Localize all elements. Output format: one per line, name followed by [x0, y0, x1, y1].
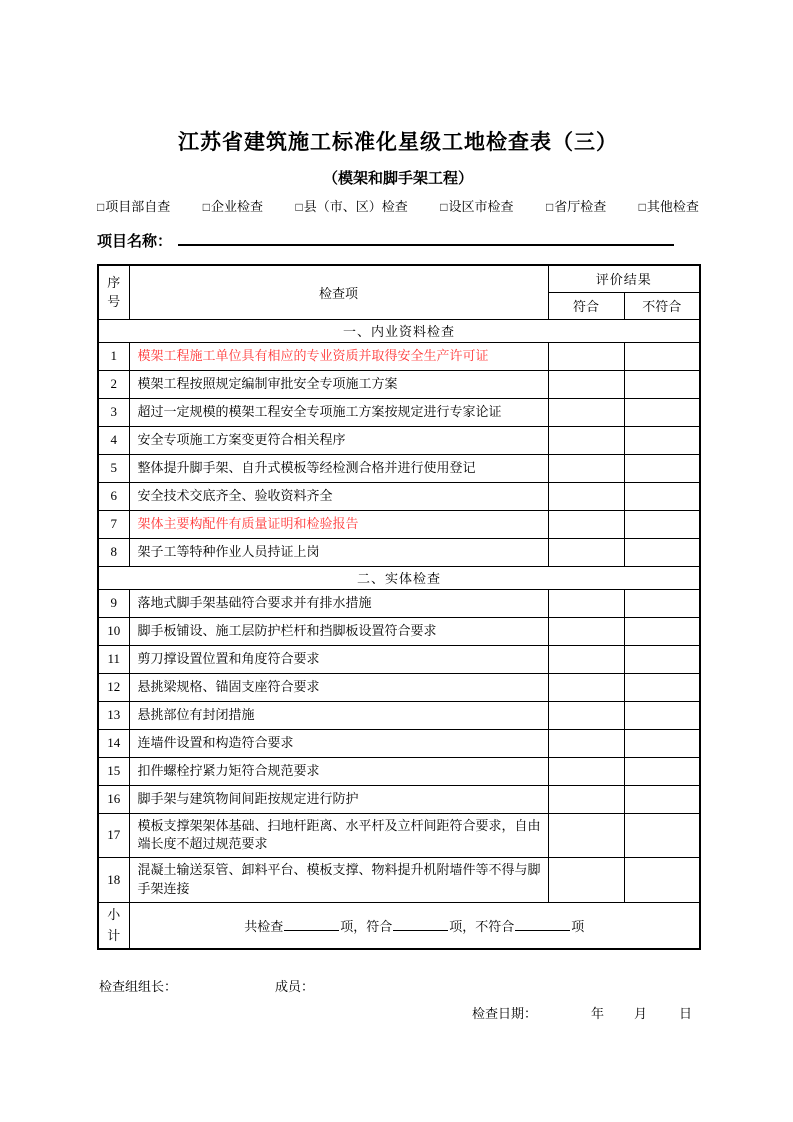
checkbox-icon: □	[638, 200, 646, 214]
conform-cell[interactable]	[548, 342, 624, 370]
nonconform-cell[interactable]	[624, 538, 700, 566]
row-number: 4	[98, 426, 129, 454]
item-text: 混凝土输送泵管、卸料平台、模板支撑、物料提升机附墙件等不得与脚手架连接	[129, 858, 548, 903]
checklist-row	[98, 673, 700, 701]
checklist-row	[98, 482, 700, 510]
checklist-row	[98, 370, 700, 398]
check-type-option-2[interactable]	[203, 196, 263, 215]
check-type-list	[97, 196, 699, 215]
checklist-row	[98, 757, 700, 785]
row-number: 10	[98, 617, 129, 645]
row-number: 6	[98, 482, 129, 510]
members-label: 成员：	[275, 979, 315, 995]
inspection-leader-label: 检查组组长：	[99, 979, 178, 995]
item-text: 剪刀撑设置位置和角度符合要求	[129, 645, 548, 673]
conform-cell[interactable]	[548, 454, 624, 482]
subtotal-content	[129, 902, 700, 949]
check-type-option-4[interactable]	[440, 196, 513, 215]
header-nonconform: 不符合	[624, 292, 700, 319]
conform-cell[interactable]	[548, 589, 624, 617]
row-number: 5	[98, 454, 129, 482]
row-number: 18	[98, 858, 129, 903]
item-text: 整体提升脚手架、自升式模板等经检测合格并进行使用登记	[129, 454, 548, 482]
item-text: 架体主要构配件有质量证明和检验报告	[129, 510, 548, 538]
row-number: 17	[98, 813, 129, 858]
row-number: 9	[98, 589, 129, 617]
check-type-label: 省厅检查	[554, 199, 607, 214]
row-number: 11	[98, 645, 129, 673]
project-name-label: 项目名称：	[97, 234, 173, 250]
subtotal-text: 共检查	[244, 919, 284, 935]
conform-cell[interactable]	[548, 538, 624, 566]
checkbox-icon: □	[295, 200, 303, 214]
nonconform-cell[interactable]	[624, 342, 700, 370]
project-name-blank[interactable]	[178, 231, 674, 246]
checklist-body	[98, 319, 700, 902]
check-type-option-6[interactable]	[639, 196, 699, 215]
item-text: 超过一定规模的模架工程安全专项施工方案按规定进行专家论证	[129, 398, 548, 426]
subtotal-label: 小计	[98, 902, 129, 949]
check-type-label: 企业检查	[210, 199, 263, 214]
checklist-row	[98, 426, 700, 454]
row-number: 14	[98, 729, 129, 757]
item-text: 悬挑梁规格、锚固支座符合要求	[129, 673, 548, 701]
conform-cell[interactable]	[548, 673, 624, 701]
item-text: 模架工程施工单位具有相应的专业资质并取得安全生产许可证	[129, 342, 548, 370]
row-number: 12	[98, 673, 129, 701]
page-subtitle: （模架和脚手架工程）	[322, 171, 473, 187]
year-label: 年	[591, 1006, 605, 1022]
header-result: 评价结果	[548, 265, 700, 292]
row-number: 7	[98, 510, 129, 538]
checklist-row	[98, 538, 700, 566]
item-text: 连墙件设置和构造符合要求	[129, 729, 548, 757]
check-type-label: 设区市检查	[448, 199, 514, 214]
nonconform-cell[interactable]	[624, 510, 700, 538]
row-number: 15	[98, 757, 129, 785]
conform-cell[interactable]	[548, 729, 624, 757]
checklist-row	[98, 785, 700, 813]
nonconform-cell[interactable]	[624, 589, 700, 617]
checklist-row	[98, 729, 700, 757]
conform-cell[interactable]	[548, 510, 624, 538]
row-number: 1	[98, 342, 129, 370]
subtotal-text: 项，不符合	[449, 919, 515, 935]
check-type-option-5[interactable]	[546, 196, 606, 215]
conform-cell[interactable]	[548, 757, 624, 785]
checklist-row	[98, 701, 700, 729]
nonconform-cell[interactable]	[624, 729, 700, 757]
row-number: 13	[98, 701, 129, 729]
check-type-label: 项目部自查	[105, 199, 171, 214]
conform-cell[interactable]	[548, 785, 624, 813]
item-text: 安全技术交底齐全、验收资料齐全	[129, 482, 548, 510]
conform-cell[interactable]	[548, 617, 624, 645]
subtotal-row	[98, 902, 700, 949]
section-row	[98, 566, 700, 589]
inspection-date-label: 检查日期：	[472, 1006, 538, 1022]
nonconform-cell[interactable]	[624, 482, 700, 510]
item-text: 扣件螺栓拧紧力矩符合规范要求	[129, 757, 548, 785]
checklist-row	[98, 813, 700, 858]
item-text: 模架工程按照规定编制审批安全专项施工方案	[129, 370, 548, 398]
project-name-row	[97, 230, 699, 251]
nonconform-cell[interactable]	[624, 645, 700, 673]
header-no: 序号	[98, 265, 129, 319]
item-text: 悬挑部位有封闭措施	[129, 701, 548, 729]
conform-cell[interactable]	[548, 426, 624, 454]
conform-cell[interactable]	[548, 398, 624, 426]
nonconform-cell[interactable]	[624, 398, 700, 426]
check-type-option-1[interactable]	[97, 196, 170, 215]
table-header-row-1	[98, 265, 700, 292]
checklist-row	[98, 645, 700, 673]
inspection-table	[97, 264, 701, 950]
day-label: 日	[679, 1006, 693, 1022]
checkbox-icon: □	[97, 200, 105, 214]
date-line	[97, 1003, 699, 1021]
page-title: 江苏省建筑施工标准化星级工地检查表（三）	[178, 130, 618, 154]
row-number: 3	[98, 398, 129, 426]
item-text: 落地式脚手架基础符合要求并有排水措施	[129, 589, 548, 617]
subtotal-text: 项	[571, 919, 585, 935]
conform-cell[interactable]	[548, 813, 624, 858]
row-number: 16	[98, 785, 129, 813]
nonconform-cell[interactable]	[624, 673, 700, 701]
checklist-row	[98, 617, 700, 645]
conform-cell[interactable]	[548, 370, 624, 398]
subtotal-blank[interactable]	[393, 917, 448, 931]
item-text: 模板支撑架架体基础、扫地杆距离、水平杆及立杆间距符合要求，自由端长度不超过规范要求	[129, 813, 548, 858]
nonconform-cell[interactable]	[624, 785, 700, 813]
section-title: 一、内业资料检查	[98, 319, 700, 342]
nonconform-cell[interactable]	[624, 370, 700, 398]
conform-cell[interactable]	[548, 482, 624, 510]
checklist-row	[98, 858, 700, 903]
check-type-option-3[interactable]	[295, 196, 407, 215]
nonconform-cell[interactable]	[624, 454, 700, 482]
nonconform-cell[interactable]	[624, 757, 700, 785]
item-text: 脚手架与建筑物间间距按规定进行防护	[129, 785, 548, 813]
checkbox-icon: □	[440, 200, 448, 214]
item-text: 安全专项施工方案变更符合相关程序	[129, 426, 548, 454]
nonconform-cell[interactable]	[624, 813, 700, 858]
checkbox-icon: □	[202, 200, 210, 214]
conform-cell[interactable]	[548, 858, 624, 903]
row-number: 2	[98, 370, 129, 398]
checklist-row	[98, 342, 700, 370]
checklist-row	[98, 398, 700, 426]
nonconform-cell[interactable]	[624, 426, 700, 454]
month-label: 月	[634, 1006, 648, 1022]
nonconform-cell[interactable]	[624, 701, 700, 729]
checklist-row	[98, 454, 700, 482]
check-type-label: 其他检查	[646, 199, 699, 214]
conform-cell[interactable]	[548, 645, 624, 673]
signature-line	[97, 976, 699, 994]
checklist-row	[98, 589, 700, 617]
nonconform-cell[interactable]	[624, 617, 700, 645]
conform-cell[interactable]	[548, 701, 624, 729]
header-conform: 符合	[548, 292, 624, 319]
subtotal-text: 项，符合	[340, 919, 393, 935]
section-title: 二、实体检查	[98, 566, 700, 589]
checkbox-icon: □	[545, 200, 554, 214]
check-type-label: 县（市、区）检查	[303, 199, 408, 214]
subtotal-blank[interactable]	[284, 917, 339, 931]
section-row	[98, 319, 700, 342]
row-number: 8	[98, 538, 129, 566]
checklist-row	[98, 510, 700, 538]
nonconform-cell[interactable]	[624, 858, 700, 903]
item-text: 脚手板铺设、施工层防护栏杆和挡脚板设置符合要求	[129, 617, 548, 645]
header-item: 检查项	[129, 265, 548, 319]
subtotal-blank[interactable]	[515, 917, 570, 931]
item-text: 架子工等特种作业人员持证上岗	[129, 538, 548, 566]
